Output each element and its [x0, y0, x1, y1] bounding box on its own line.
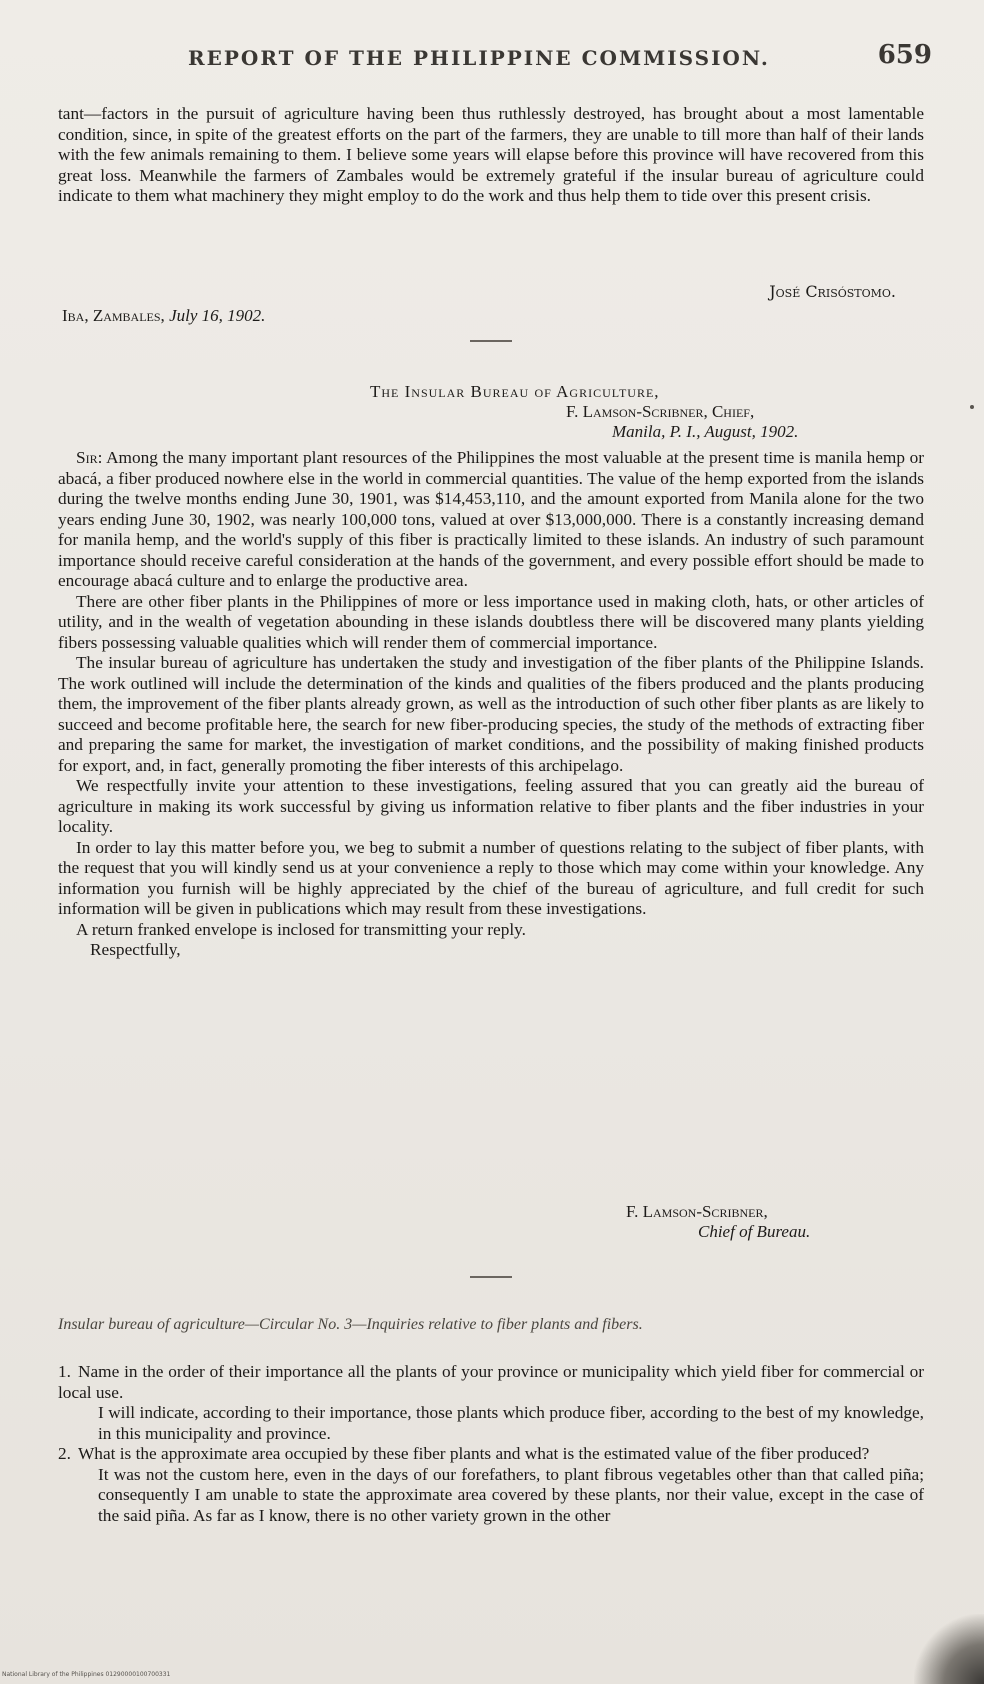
- signature-name: F. Lamson-Scribner,: [626, 1202, 768, 1221]
- letter2-paragraph: The insular bureau of agriculture has undertaken the study and investigation of the fiber plants of the Philippine Islands. The work outlined will include the determination of the kinds and qualities of the fibers produced and the plants producing them, the improvement of the fiber plants already grown, as well as the introduction of such other fiber plants as are likely to succeed and become profitable here, the search for new fiber-producing species, the study of the methods of extracting fiber and preparing the same for market, the investigation of market conditions, and the possibility of making finished products for export, and, in fact, generally promoting the fiber interests of this archipelago.: [58, 653, 924, 775]
- running-title: REPORT OF THE PHILIPPINE COMMISSION.: [188, 46, 770, 70]
- page-corner-shadow: [914, 1614, 984, 1684]
- section-divider: [470, 340, 512, 342]
- answer-text: I will indicate, according to their importance, those plants which produce fiber, according to the best of my knowledge, in this municipality and province.: [98, 1403, 924, 1443]
- address-line-date-wrap: [612, 422, 798, 442]
- letter2-signature: [626, 1202, 768, 1222]
- circular-heading: Insular bureau of agriculture—Circular No. 3—Inquiries relative to fiber plants and fibers.: [58, 1316, 643, 1333]
- scan-footer: National Library of the Philippines 01290000100700331: [2, 1671, 171, 1678]
- letter2-paragraph: In order to lay this matter before you, we beg to submit a number of questions relating to the subject of fiber plants, with the request that you will kindly send us at your convenience a reply to those which may come within your knowledge. Any information you furnish will be highly appreciated by the chief of the bureau of agriculture, and full credit for such information will be given in publications which may result from these investigations.: [58, 837, 924, 918]
- letter1-date: July 16, 1902.: [169, 306, 266, 325]
- question-item: [58, 1362, 924, 1403]
- letter2-paragraph: We respectfully invite your attention to these investigations, feeling assured that you can greatly aid the bureau of agriculture in making its work successful by giving us information relative to fiber plants and the fiber industries in your locality.: [58, 776, 924, 836]
- letter1-signature: José Crisóstomo.: [769, 282, 896, 301]
- address-line-bureau: The Insular Bureau of Agriculture,: [370, 382, 660, 401]
- question-item: [58, 1444, 924, 1465]
- letter1-paragraph: tant—factors in the pursuit of agriculture having been thus ruthlessly destroyed, has brought about a most lamentable condition, since, in spite of the greatest efforts on the part of the farmers, they are unable to till more than half of their lands with the few animals remaining to them. I believe some years will elapse before this province will have recovered from this great loss. Meanwhile the farmers of Zambales would be extremely grateful if the insular bureau of agriculture could indicate to them what machinery they might employ to do the work and thus help them to tide over this present crisis.: [58, 104, 924, 205]
- address-line-date: Manila, P. I., August, 1902.: [612, 422, 799, 441]
- letter1-place: Iba, Zambales,: [62, 306, 165, 325]
- letter2-paragraph: A return franked envelope is inclosed for transmitting your reply.: [76, 919, 526, 939]
- letter1-body: [58, 104, 924, 207]
- question-number: 2.: [58, 1444, 71, 1463]
- signature-title: Chief of Bureau.: [698, 1222, 811, 1241]
- letter2-address: [370, 382, 660, 402]
- letter2-closing: Respectfully,: [90, 940, 181, 959]
- letter2-signature-title-wrap: [698, 1222, 810, 1242]
- salutation: Sir:: [76, 448, 103, 467]
- address-line-chief: F. Lamson-Scribner, Chief,: [566, 402, 755, 421]
- letter2-paragraph: There are other fiber plants in the Philippines of more or less importance used in making cloth, hats, or other articles of utility, and in the wealth of vegetation abounding in these islands doubtless there will be discovered many plants yielding fibers possessing valuable qualities which will render them of commercial importance.: [58, 591, 924, 652]
- question-number: 1.: [58, 1362, 71, 1381]
- circular-questions: [58, 1362, 924, 1526]
- answer-text: It was not the custom here, even in the days of our forefathers, to plant fibrous vegetables other than that called piña; consequently I am unable to state the approximate area covered by these plants, nor their value, except in the case of the said piña. As far as I know, there is no other variety grown in the other: [98, 1464, 924, 1525]
- letter2-paragraph: [58, 448, 924, 592]
- question-text: What is the approximate area occupied by these fiber plants and what is the estimated value of the fiber produced?: [78, 1444, 870, 1463]
- letter2-body: [58, 448, 924, 961]
- scan-speck: [970, 405, 974, 409]
- section-divider: [470, 1276, 512, 1278]
- question-text: Name in the order of their importance all the plants of your province or municipality which yield fiber for commercial or local use.: [58, 1362, 924, 1402]
- paragraph-text: Among the many important plant resources of the Philippines the most valuable at the present time is manila hemp or abacá, a fiber produced nowhere else in the world in commercial quantities. The value of the hemp exported from the islands during the twelve months ending June 30, 1901, was $14,453,110, and the amount exported from Manila alone for the two years ending June 30, 1902, was nearly 100,000 tons, valued at over $13,000,000. There is a constantly increasing demand for manila hemp, and the world's supply of this fiber is practically limited to these islands. An industry of such paramount importance should receive careful consideration at the hands of the government, and every possible effort should be made to encourage abacá culture and to enlarge the productive area.: [58, 448, 924, 590]
- page-number: 659: [877, 40, 932, 70]
- address-line-chief-wrap: [566, 402, 754, 422]
- page-header: [58, 40, 932, 74]
- letter1-dateline: [62, 306, 265, 326]
